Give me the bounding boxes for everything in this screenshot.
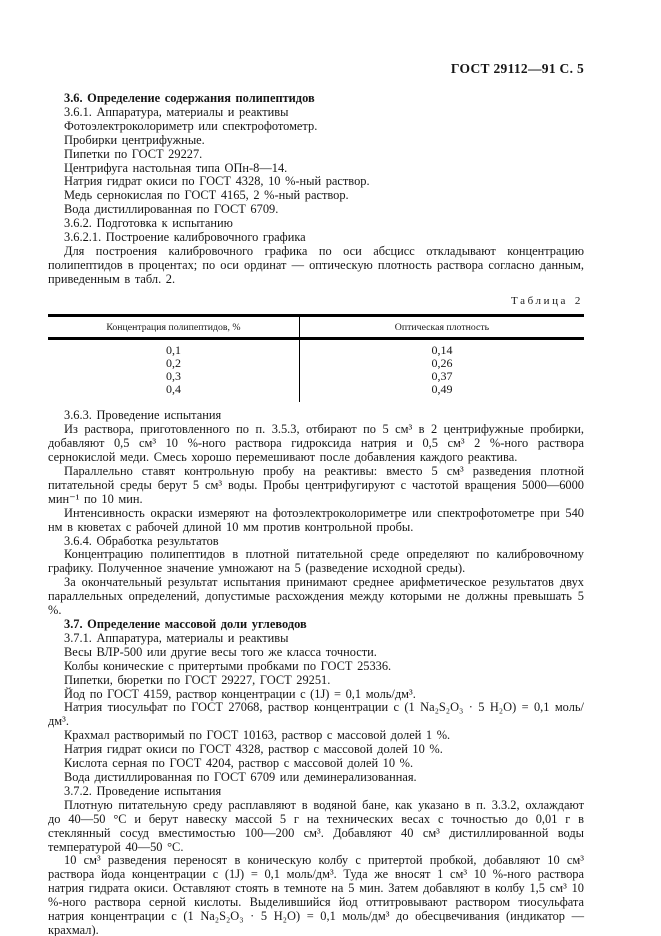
subsection-3-7-1-line: 3.7.1. Аппаратура, материалы и реактивы — [64, 630, 289, 645]
reagent-line: Пипетки по ГОСТ 29227. — [64, 146, 203, 161]
reagent-line: Фотоэлектроколориметр или спектрофотометр. — [64, 118, 318, 133]
paragraph: Из раствора, приготовленного по п. 3.5.3, отбирают по 5 см³ в 2 центрифужные пробирки, добавляют 0,5 см³ 10 %-ного раствора гидроксида натрия и 0,5 см³ 2 %-ного раствора сернокислой меди. Смесь хорошо перемешивают после добавления каждого реактива. — [48, 422, 584, 465]
subsection-3-6-2-1-line: 3.6.2.1. Построение калибровочного графика — [64, 230, 306, 245]
table-header-concentration: Концентрация полипептидов, % — [48, 317, 300, 337]
table-cell: 0,26 — [431, 355, 453, 370]
subsection-3-6-1-line: 3.6.1. Аппаратура, материалы и реактивы — [64, 104, 289, 119]
subsection-3-7-2-line: 3.7.2. Проведение испытания — [64, 783, 222, 798]
paragraph: Интенсивность окраски измеряют на фотоэлектроколориметре или спектрофотометре при 540 нм в кюветах с рабочей длиной 10 мм против контрольной пробы. — [48, 505, 584, 534]
table-column-concentration — [48, 340, 300, 403]
paragraph: Концентрацию полипептидов в плотной питательной среде определяют по калибровочному графику. Полученное значение умножают на 5 (разведение исходной среды). — [48, 547, 584, 576]
paragraph: За окончательный результат испытания принимают среднее арифметическое результатов двух параллельных определений, допустимые расхождения между которыми не должны превышать 5 %. — [48, 575, 584, 618]
subsection-3-6-3-line: 3.6.3. Проведение испытания — [64, 408, 222, 423]
reagent-line: Пробирки центрифужные. — [64, 132, 205, 147]
section-3-7-heading: 3.7. Определение массовой доли углеводов — [64, 617, 307, 631]
reagent-line: Натрия тиосульфат по ГОСТ 27068, раствор концентрации c (1 Na₂S₂O₃ · 5 H₂O) = 0,1 моль/дм³. — [48, 700, 584, 729]
table-cell: 0,49 — [431, 382, 453, 397]
table-cell: 0,3 — [165, 369, 181, 383]
page-header-gost-number: ГОСТ 29112—91 С. 5 — [450, 61, 584, 76]
paragraph: Параллельно ставят контрольную пробу на реактивы: вместо 5 см³ разведения плотной питательной среды берут 5 см³ воды. Пробы центрифугируют с частотой вращения 5000—6000 мин⁻¹ по 10 мин. — [48, 464, 584, 506]
subsection-3-6-4-line: 3.6.4. Обработка результатов — [64, 533, 219, 548]
reagent-line: Пипетки, бюретки по ГОСТ 29227, ГОСТ 29251. — [64, 672, 331, 687]
calibration-table — [48, 314, 584, 403]
reagent-line: Весы ВЛР-500 или другие весы того же класса точности. — [64, 644, 377, 659]
table-cell: 0,14 — [431, 342, 453, 357]
reagent-line: Медь сернокислая по ГОСТ 4165, 2 %-ный раствор. — [64, 188, 349, 203]
table-header-row — [48, 317, 584, 340]
paragraph: 10 см³ разведения переносят в коническую колбу с притертой пробкой, добавляют 10 см³ раствора йода концентрации c (1J) = 0,1 моль/дм³. Туда же вносят 1 см³ 10 %-ного раствора натрия гидрата окиси. Оставляют стоять в темноте на 5 мин. Затем добавляют в колбу 1,5 см³ 10 %-ного раствора серной кислоты. Выделившийся йод оттитровывают раствором тиосульфата натрия концентрации c (1 Na₂S₂O₃ · 5 H₂O) = 0,1 моль/дм³ до обесцвечивания (индикатор — крахмал). — [48, 853, 584, 936]
reagent-line: Крахмал растворимый по ГОСТ 10163, раствор с массовой долей 1 %. — [64, 728, 451, 743]
reagent-line: Йод по ГОСТ 4159, раствор концентрации c (1J) = 0,1 моль/дм³. — [64, 686, 416, 701]
table-cell: 0,37 — [431, 369, 453, 383]
reagent-line: Колбы конические с притертыми пробками по ГОСТ 25336. — [64, 658, 392, 673]
section-3-6-heading: 3.6. Определение содержания полипептидов — [64, 91, 315, 105]
paragraph: Плотную питательную среду расплавляют в водяной бане, как указано в п. 3.3.2, охлаждают до 40—50 °С и берут навеску массой 5 г на технических весах с точностью до 0,01 г в стеклянный сосуд вместимостью 100—200 см³. Добавляют 40 см³ дистиллированной воды температурой 40—50 °С. — [48, 797, 584, 854]
table-column-optical-density — [300, 340, 584, 403]
reagent-line: Вода дистиллированная по ГОСТ 6709 или деминерализованная. — [64, 769, 417, 784]
paragraph: Для построения калибровочного графика по оси абсцисс откладывают концентрацию полипептидов в процентах; по оси ординат — оптическую плотность раствора согласно данным, приведенным в табл. 2. — [48, 243, 584, 286]
table-cell: 0,1 — [165, 342, 181, 357]
reagent-line: Центрифуга настольная типа ОПн-8—14. — [64, 160, 288, 175]
reagent-line: Натрия гидрат окиси по ГОСТ 4328, раствор с массовой долей 10 %. — [64, 742, 443, 757]
document-body — [48, 92, 584, 936]
table-header-optical-density: Оптическая плотность — [394, 321, 490, 333]
reagent-line: Натрия гидрат окиси по ГОСТ 4328, 10 %-ный раствор. — [64, 174, 370, 189]
table-cell: 0,4 — [165, 382, 181, 397]
subsection-3-6-2-line: 3.6.2. Подготовка к испытанию — [64, 216, 233, 231]
reagent-line: Вода дистиллированная по ГОСТ 6709. — [64, 202, 279, 217]
table-cell: 0,2 — [165, 355, 181, 370]
table-body — [48, 340, 584, 403]
table-caption: Таблица 2 — [511, 294, 583, 307]
reagent-line: Кислота серная по ГОСТ 4204, раствор с массовой долей 10 %. — [64, 756, 414, 771]
